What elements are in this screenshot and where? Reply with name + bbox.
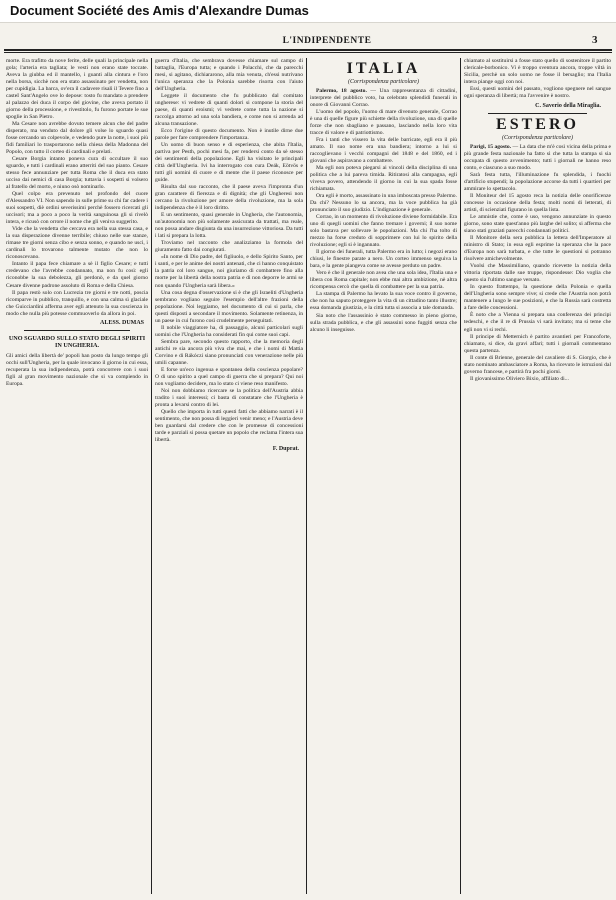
section-title: ESTERO xyxy=(496,116,579,134)
article-paragraph: chiamato al sostituirsi a fosse stato quello di sostenitore il partito clericale-borbonico. Vi è troppo sventura ancora, troppe viltà in Sicilia, perchè un solo uomo ne fosse il bersaglio; ma l'Italia intera piange oggi con noi. xyxy=(464,58,611,86)
column-4 xyxy=(464,58,611,894)
dateline: Parigi, 15 agosto. xyxy=(470,144,512,151)
article-paragraph: Cesare Borgia intanto poneva cura di occultare il suo sguardo, e tutti i cardinali erano atterriti del suo pianto. Cesare stesso fece annunziare per tutta Roma che il duca era stato ucciso dai nemici di casa Borgia; tuttavia i sospetti si volsero al fratello del morto, e niuno osò nominarlo. xyxy=(6,156,148,191)
article-paragraph: Il Moniteur del 15 agosto reca la notizia delle onorificenze concesse in occasione della festa; molti nomi di letterati, di artisti, di scienziati figurano in quella lista. xyxy=(464,193,611,214)
article-paragraph: Vuolsi che Massimiliano, quando ricevette la notizia della vittoria riportata dalle sue truppe, rispondesse: Dio voglia che questo sia l'ultimo sangue versato. xyxy=(464,263,611,284)
column-1 xyxy=(6,58,148,894)
column-divider-3 xyxy=(460,58,461,894)
article-signature: ALESS. DUMAS xyxy=(99,319,144,326)
article-paragraph: Corrao, in un momento di rivoluzione diviene formidabile. Era uno di quegli uomini che fanno tremare i governi; il suo nome solo bastava per sollevare le popolazioni. Ma chi l'ha tolto di mezzo ha forse creduto di sopprimere con lui lo spirito della rivoluzione; egli si è ingannato. xyxy=(310,214,457,249)
article-paragraph: Sarà festa tutta, l'illuminazione fu splendida, i fuochi d'artificio stupendi; la popolazione accorse da tutti i quartieri per ammirare lo spettacolo. xyxy=(464,172,611,193)
article-paragraph: Il nobile viaggiatore ha, di passaggio, alcuni particolari sugli uomini che l'Ungheria ha considerati fin qui come suoi capi. xyxy=(155,324,303,338)
dateline: Palermo, 18 agosto. xyxy=(316,88,367,94)
article-paragraph: Sembra pare, secondo questo rapporto, che la memoria degli antichi re sia ancora più viva che mai, e che i nomi di Mattia Corvino e di Rákóczi siano pronunciati con venerazione nelle più umili capanne. xyxy=(155,338,303,366)
article-heading: UNO SGUARDO SULLO STATO DEGLI SPIRITI IN UNGHERIA. xyxy=(8,334,146,350)
article-paragraph: Quel colpo era prevenuto nel profondo del cuore d'Alessandro VI. Non sapendo in sulle prime su chi far cadere i suoi sospetti, diè ordini severissimi perchè fossero ricercati gli uccisori; ma a poco a poco la verità sanguinosa gli si rivelò intera, e ricusò con orrore il nome che gli veniva suggerito. xyxy=(6,191,148,226)
article-paragraph: Troviamo nel racconto che analizziamo la formola del giuramento fatto dai congiurati. xyxy=(155,240,303,254)
section-subtitle: (Corrispondenza particolare) xyxy=(502,135,573,142)
article-paragraph: Ecco l'origine di questo documento. Non è inutile dirne due parole per fare comprendere l'importanza. xyxy=(155,128,303,142)
article-paragraph: Vero è che il generale non avea che una sola idea, l'Italia una e libera con Roma capitale; non ebbe mai altra ambizione, nè altra ricompensa cercò che quella di combattere per la sua patria. xyxy=(310,270,457,291)
masthead-rule-top xyxy=(4,49,612,51)
article-paragraph: Il papa restò solo con Lucrezia tre giorni e tre notti, poscia ricomparve in pubblico, tranquillo, e con una calma sì glaciale che Guicciardini afferma aver egli attenuto la sua coscienza in modo che nulla più potesse commuoverlo da allora in poi. xyxy=(6,289,148,317)
article-paragraph: Una cosa degna d'osservazione si è che gli Israeliti d'Ungheria sembrano vogliano seguire l'esempio dell'altre frazioni della popolazione. Noi leggiamo, nel documento di cui si parla, che questi disposti a secondare il movimento. Solamente retinenza, in un paese in cui furono così crudelmente perseguitati. xyxy=(155,289,303,324)
page-number: 3 xyxy=(592,34,598,46)
article-paragraph xyxy=(464,144,611,172)
article-paragraph: «In nome di Dio padre, del figliuolo, e dello Spirito Santo, per i santi, e per le anime dei nostri antenati, che ci hanno conquistato la patria col loro sangue, noi giuriamo di combattere fino alla morte per la libertà della nostra patria e di non deporre le armi se non quando l'Ungheria sarà libera.» xyxy=(155,254,303,289)
article-paragraph: Il conte di Brienne, generale del cavaliere di S. Giorgio, che è stato nominato ambasciatore a Roma, ha ricevuto le istruzioni dal governo francese, e partirà fra pochi giorni. xyxy=(464,354,611,375)
column-3 xyxy=(310,58,457,894)
column-2 xyxy=(155,58,303,894)
article-paragraph xyxy=(310,88,457,109)
article-paragraph: morte. Era trafitto da nove ferite, delle quali la principale nella gola; l'arteria era tagliata; le vesti non erano state toccate. Aveva la giubba ed il mantello, i guanti alla cintura e l'oro nella borsa, sicchè non era stato assassinato per vendetta, non per cupidigia. La barca, ov'era il cadavere risalì il Tevere fino a casteI Sant'Angelo ove lo depose: tosto fu mandato a prendere al palazzo dei duca il corpo del giovine, che aveva portato il giorno della processione, e rivestitolo, fu furono portate le sue spoglie in San Pietro. xyxy=(6,58,148,121)
article-text: — Una rappresentanza di cittadini, interprete del pubblico voto, ha celebrato splendidi funerali in onore di Giovanni Corrao. xyxy=(310,88,457,109)
article-divider xyxy=(488,113,587,114)
article-paragraph: Essi, questi uomini del passato, vogliono spegnere nel sangue ogni speranza di libertà; ma l'avvenire è nostro. xyxy=(464,86,611,100)
article-paragraph: La stampa di Palermo ha levato la sua voce contro il governo, che non ha saputo proteggere la vita di un cittadino tanto illustre; essa domanda giustizia, e la città tutta si associa a tale domanda. xyxy=(310,291,457,312)
article-paragraph: Un uomo di buon senso e di esperienza, che abita l'Italia, partiva per Pesth, pochi mesi fa, per rendersi conto da sè stesso dei sentimenti della popolazione. Egli ha visitato le principali città dell'Ungheria. Ivi ha interrogato con cura Deák, Eötvös e tutti gli uomini di cuore e di mente che il paese riconosce per guide. xyxy=(155,142,303,184)
article-paragraph: In questo frattempo, la questione della Polonia e quella dell'Ungheria sono sempre vive; si crede che l'Austria non potrà mantenere a lungo le sue posizioni, e che la Russia sarà costretta a fare delle concessioni. xyxy=(464,284,611,312)
article-paragraph: Ma Cesare non avrebbe dovuto temere alcun che del padre disperato, ma venduto dal dolore gli volse lo sguardo quasi fosse cercando un colpevole, e vedendo pure la notte, i suoi più fidi familiari lo trasportarono nella chiesa della Madonna del Popolo, con tutto il corteo di cardinali e prelati. xyxy=(6,121,148,156)
article-paragraph: E un sentimento, quasi generale in Ungheria, che l'autonomia, un'autonomia non più solamente assicurata da trattati, ma reale, non possa andare disgiunta da una insurrezione vittoriosa. Da tutti i lati si prepara la lotta. xyxy=(155,212,303,240)
article-paragraph: Ma egli non poteva piegarsi ai vincoli della disciplina di una politica che a lui pareva timida. Ritiratosi alla campagna, egli viveva povero, attendendo il giorno in cui la sua spada fosse richiamata. xyxy=(310,165,457,193)
article-paragraph: Il giorno dei funerali, tutta Palermo era in lutto; i negozi erano chiusi, le finestre parate a nero. Un corteo immenso seguiva la bara, e la gente piangeva come se avesse perduto un padre. xyxy=(310,249,457,270)
column-divider-2 xyxy=(306,58,307,894)
section-subtitle: (Corrispondenza particolare) xyxy=(348,79,419,85)
article-paragraph: Noi non dobbiamo ricercare se la politica dell'Austria abbia tradito i suoi interessi; ci basta di constatare che l'Ungheria è pronta a levarsi contro di lei. xyxy=(155,387,303,408)
article-paragraph: Il Monitore della sera pubblica la lettera dell'Imperatore al ministro di Stato; in essa egli esprime la speranza che la pace d'Europa non sarà turbata, e che tutte le questioni si potranno risolvere amichevolmente. xyxy=(464,235,611,263)
article-paragraph: Sia noto che l'assassinio è stato commesso in pieno giorno, sulla strada pubblica, e che gli assassini sono fuggiti senza che alcuno li inseguisse. xyxy=(310,312,457,333)
article-paragraph: L'uomo del popolo, l'uomo di mare divenuto generale, Corrao è una di quelle figure più schiette della rivoluzione, una di quelle forze che non sbagliano e passano, lasciando nella loro vita tracce di valore e di patriottismo. xyxy=(310,109,457,137)
article-paragraph: Quello che importa in tutti questi fatti che abbiamo narrati è il sentimento, che non possa di leggieri venir meno; e l'Austria deve ben guardarsi dal credere che con le promesse di concessioni tarde e parziali si possa quetare un popolo che reclama l'intera sua libertà. xyxy=(155,408,303,443)
article-divider xyxy=(24,330,130,331)
article-paragraph: Vide che la vendetta che cercava era nella sua stessa casa, e la sua disperazione divenne terribile; chiuso nelle sue stanze, rimase tre giorni senza cibo e senza sonno, e quando ne uscì, i cardinali lo trovarono talmente mutato che non lo riconoscevano. xyxy=(6,226,148,261)
article-text: — La data che m'è così vicina della prima e più grande festa nazionale ha fatto sì che tutta la stampa si sia occupata di questo avvenimento; tutti i giornali ne hanno reso conto, e ciascuno a suo modo. xyxy=(464,144,611,172)
article-signature: F. Duprat. xyxy=(272,445,299,452)
archive-banner xyxy=(0,0,616,23)
article-paragraph: Risulta dal suo racconto, che il paese aveva l'impronta d'un gran carattere di fierezza e di dignità; che gli Ungheresi non cercano la rivoluzione per amore della rivoluzione, ma la sola indipendenza che è il loro diritto. xyxy=(155,184,303,212)
article-paragraph: È noto che a Vienna si prepara una conferenza dei principi tedeschi, e che il re di Prussia vi sarà invitato; ma si teme che egli non vi si rechi. xyxy=(464,312,611,333)
column-divider-1 xyxy=(151,58,152,894)
article-paragraph: Gli amici della libertà de' popoli han posto da lungo tempo gli occhi sull'Ungheria, per la quale invocano il giorno in cui essa, recuperata la sua indipendenza, potrà concorrere con i suoi figli al gran movimento nazionale che si va compiendo in Europa. xyxy=(6,352,148,387)
article-paragraph: Le amnistie che, come è uso, vengono annunziate in questo giorno, sono state quest'anno più larghe del solito; si afferma che siano stati graziati parecchi condannati politici. xyxy=(464,214,611,235)
archive-banner-text: Document Société des Amis d'Alexandre Dumas xyxy=(10,3,309,18)
article-paragraph: Fra i tanti che vissero la vita delle barricate, egli era il più amato. Il suo nome era una bandiera; intorno a lui si raccoglievano i vecchi compagni del 1848 e del 1860, ed i giovani che aspiravano a combattere. xyxy=(310,137,457,165)
article-paragraph: Intanto il papa fece chiamare a sè il figlio Cesare; e tutti credevano che l'avrebbe condannato, ma non fu così: egli riconobbe la sua debolezza, gli perdonò, e da quel giorno Cesare divenne padrone assoluto di Roma e della Chiesa. xyxy=(6,261,148,289)
article-signature: C. Saverio della Miraglia. xyxy=(535,103,601,110)
masthead: L'INDIPENDENTE xyxy=(282,36,372,46)
masthead-rule-bottom xyxy=(4,52,612,53)
article-paragraph: Il principe di Metternich è partito avantieri per Francoforte, chiamato, si dice, da gravi affari; tutti i giornali commentano questa partenza. xyxy=(464,333,611,354)
article-paragraph: Leggete il documento che fu pubblicato dal comitato ungherese: vi vedrete di quanti dolori si compone la storia del paese, di quanti eroismi; vi vedrete come tutta la nazione si raccolga attorno ad una sola bandiera, e come non si arrenda ad alcuna transazione. xyxy=(155,93,303,128)
article-paragraph: Il giovanissimo Oliviero Bixio, affiliato di... xyxy=(470,375,569,382)
article-paragraph: guerra d'Italia, che sembrava dovesse chiamare sul campo di battaglia, l'Europa tutta; e quando i Polacchi, che da parecchi mesi, si agitano, dichiararono, alla mia venuta, ch'essi nutrivano l'unica speranza che la Polonia sarebbe risorta con l'aiuto dell'Ungheria. xyxy=(155,58,303,93)
article-paragraph: Ora egli è morto, assassinato in una imboscata presso Palermo. Da chi? Nessuno lo sa ancora, ma la voce pubblica ha già pronunciato il suo giudizio. L'indignazione è generale. xyxy=(310,193,457,214)
section-title: ITALIA xyxy=(346,60,421,77)
article-paragraph: E forse un'eco ingenua e spontanea della coscienza popolare? O di uno spirito a quel campo di guerra che si prepara? Qui noi non vogliamo decidere, ma lo stato ci viene reso manifesto. xyxy=(155,366,303,387)
